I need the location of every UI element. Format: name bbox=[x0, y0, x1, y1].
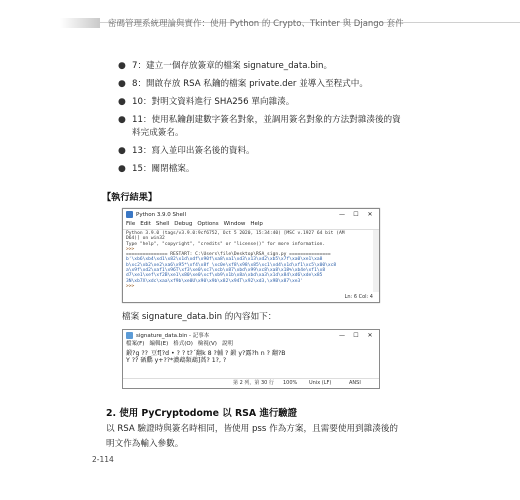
menu-window[interactable]: Window bbox=[223, 221, 246, 227]
list-item-text: 7：建立一個存放簽章的檔案 signature_data.bin。 bbox=[132, 61, 333, 71]
shell-output[interactable] bbox=[123, 230, 379, 290]
notepad-statusbar bbox=[123, 378, 379, 388]
encoding: ANSI bbox=[349, 380, 361, 386]
list-item-text: 13：寫入並印出簽名後的資料。 bbox=[132, 146, 255, 156]
list-item bbox=[118, 163, 408, 176]
notepad-line: Y ?? 硒鵬 y+??*濃鵡類鵡]萵? 1?, ? bbox=[126, 357, 227, 365]
shell-prompt: >>> bbox=[126, 246, 135, 252]
close-icon[interactable]: ✕ bbox=[367, 211, 373, 218]
body-paragraph: 以 RSA 驗證時與簽名時相同，皆使用 pss 作為方案，且需要使用到雜湊後的明文作為輸入參數。 bbox=[106, 424, 399, 449]
bullet-icon: ● bbox=[118, 164, 126, 174]
result-heading: 【執行結果】 bbox=[102, 192, 158, 203]
shell-output-line: 3N\xb7X\xdc\xaa\xf9b\xe0U\x90\x9b\x82\x94T\x92\xd3,\x9B\x87\xe3' bbox=[126, 278, 304, 284]
notepad-content[interactable] bbox=[123, 349, 379, 376]
menu-format[interactable]: 格式(O) bbox=[173, 341, 193, 347]
shell-scrollbar[interactable] bbox=[373, 230, 379, 292]
list-item bbox=[118, 78, 408, 91]
close-icon[interactable]: ✕ bbox=[367, 332, 373, 339]
shell-menubar bbox=[123, 220, 379, 230]
shell-output-line: b\xc2\xb2\xe2\xa6\x95*\xf4\x8f \xc0e\xf8\x98\x85\xc1\xd4\x1d\xf1\xc5\x00\xc8 bbox=[126, 262, 337, 268]
shell-status: Ln: 6 Col: 4 bbox=[344, 294, 373, 300]
minimize-icon[interactable]: — bbox=[339, 332, 345, 339]
maximize-icon[interactable]: ☐ bbox=[353, 211, 359, 218]
list-item-text: 10：對明文資料進行 SHA256 單向雜湊。 bbox=[132, 97, 295, 107]
cursor-position: 第 2 列，第 30 行 bbox=[233, 380, 274, 386]
shell-title: Python 3.9.0 Shell bbox=[136, 211, 186, 218]
list-item-text: 11：使用私鑰創建數字簽名對象，並調用簽名對象的方法對雜湊後的資料完成簽名。 bbox=[132, 115, 401, 138]
shell-line: D64)] on win32 bbox=[126, 236, 165, 242]
notepad-window bbox=[122, 329, 380, 389]
book-title: 密碼管理系統理論與實作：使用 Python 的 Crypto、Tkinter 與 Django 套件 bbox=[108, 19, 404, 29]
shell-output-line: d7\xe1\xef\xf2B\xe1\x80\xe0\xcf\xb9\x1b\x8a\xbd\xa3\x1d\x84\xd6\xde\x85 bbox=[126, 273, 323, 279]
bullet-icon: ● bbox=[118, 146, 126, 156]
code-explanation-list bbox=[118, 60, 408, 181]
shell-line: Type "help", "copyright", "credits" or "license()" for more information. bbox=[126, 241, 326, 247]
menu-file[interactable]: 檔案(F) bbox=[126, 341, 145, 347]
notepad-icon bbox=[126, 332, 133, 339]
menu-help[interactable]: Help bbox=[250, 221, 263, 227]
file-caption: 檔案 signature_data.bin 的內容如下： bbox=[122, 312, 277, 322]
list-item bbox=[118, 114, 408, 140]
line-ending: Unix (LF) bbox=[309, 380, 332, 386]
window-controls bbox=[335, 330, 377, 341]
menu-options[interactable]: Options bbox=[197, 221, 219, 227]
notepad-line: 鍛?g ??_豆f[?d • ? ? t?´翻k 8 ?輔 ? 鍛 y?露?h n ? 翻?B bbox=[126, 350, 286, 357]
list-item bbox=[118, 60, 408, 73]
list-item-text: 15：關閉檔案。 bbox=[132, 164, 195, 174]
notepad-menubar bbox=[123, 340, 379, 349]
bullet-icon: ● bbox=[118, 79, 126, 89]
menu-file[interactable]: File bbox=[126, 221, 136, 227]
minimize-icon[interactable]: — bbox=[339, 211, 345, 218]
notepad-titlebar bbox=[123, 330, 379, 340]
menu-view[interactable]: 檢視(V) bbox=[197, 341, 217, 347]
page-number: 2-114 bbox=[92, 455, 114, 464]
list-item bbox=[118, 145, 408, 158]
section-heading: 2. 使用 PyCryptodome 以 RSA 進行驗證 bbox=[106, 408, 297, 419]
shell-titlebar bbox=[123, 209, 379, 220]
running-header bbox=[0, 0, 520, 34]
bullet-icon: ● bbox=[118, 115, 126, 125]
menu-shell[interactable]: Shell bbox=[155, 221, 170, 227]
python-icon bbox=[126, 211, 133, 218]
shell-line: Python 3.9.0 (tags/v3.9.0:9cf6752, Oct 5 2020, 15:34:40) [MSC v.1927 64 bit (AM bbox=[126, 231, 345, 236]
window-controls bbox=[335, 209, 377, 220]
menu-edit[interactable]: Edit bbox=[140, 221, 151, 227]
python-shell-window bbox=[122, 208, 380, 303]
shell-prompt: >>> bbox=[126, 283, 135, 289]
menu-debug[interactable]: Debug bbox=[174, 221, 193, 227]
shell-line: =============== RESTART: C:\Users\file\Desktop\RSA_sign.py =============== bbox=[126, 252, 331, 258]
bullet-icon: ● bbox=[118, 61, 126, 71]
menu-edit[interactable]: 編輯(E) bbox=[149, 341, 169, 347]
maximize-icon[interactable]: ☐ bbox=[353, 332, 359, 339]
bullet-icon: ● bbox=[118, 97, 126, 107]
shell-output-line: b'\xb6\xb4\xd1\x82\x1d\xdf\x90f\xa8\xa1\xd3\x13\xd2\xb5\x7f\xa0\xe1\xa8 bbox=[126, 257, 323, 263]
shell-output-line: a\x9f\xd2\xaf1\x96T\xf3\xe0\xc7\xcb\x87\xbd\x99\xc8\xa8\x18%\xb4e\xf1\x8 bbox=[126, 268, 326, 274]
list-item bbox=[118, 96, 408, 109]
zoom-level: 100% bbox=[283, 380, 298, 386]
header-decoration bbox=[60, 18, 100, 28]
menu-help[interactable]: 說明 bbox=[221, 341, 233, 347]
list-item-text: 8：開啟存放 RSA 私鑰的檔案 private.der 並導入至程式中。 bbox=[132, 79, 368, 89]
notepad-title: signature_data.bin - 記事本 bbox=[136, 333, 210, 339]
